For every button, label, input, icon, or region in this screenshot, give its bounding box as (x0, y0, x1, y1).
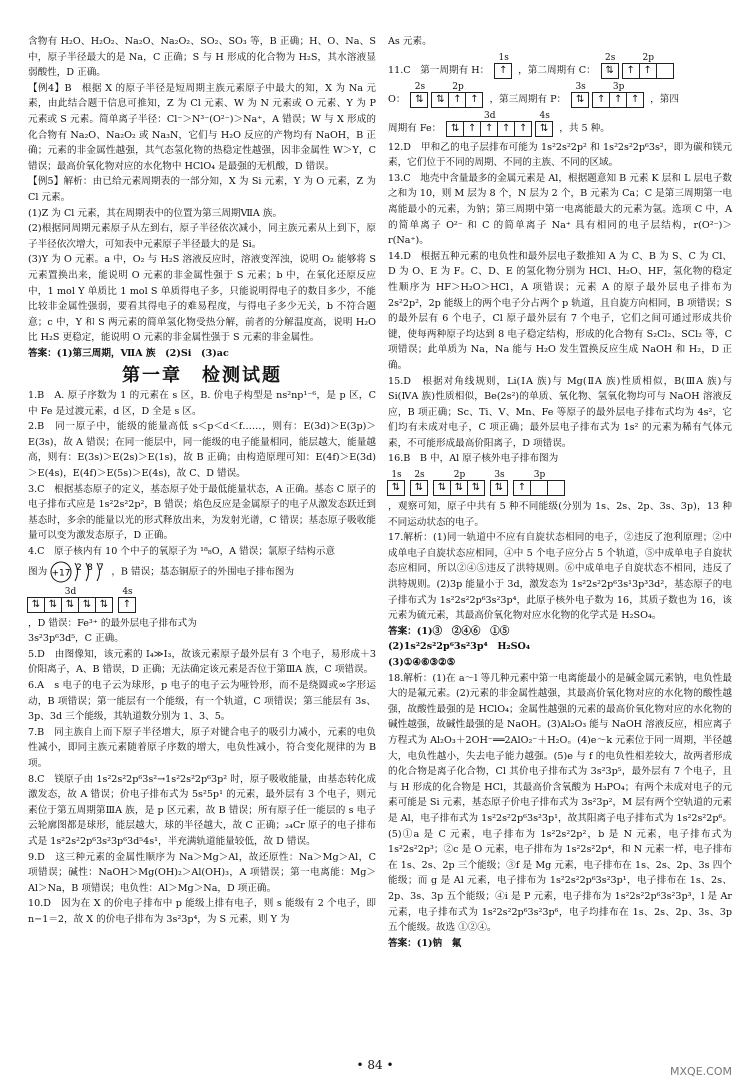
question-4-text-b: 图为 (28, 566, 48, 578)
orbital-label: 2p (642, 52, 654, 63)
example-5-part2: (2)根据同周期元素原子从左到右，原子半径依次减小，同主族元素从上到下，原子半径依次增大，可知表中元素原子半径最大的是 Si。 (28, 223, 376, 250)
orbital-diagram-h (495, 53, 512, 79)
question-6: 6.A s 电子的电子云为球形，p 电子的电子云为哑铃形，而不是绕圆或∞字形运动，B 项错误；第一能层有一个能级，有一个轨道，C 项错误；第三能层有 3s、3p、3d 三个能级，其轨道数分别为 1、3、5。 (28, 679, 376, 723)
shell-2-count: 8 (87, 562, 94, 573)
q11-text-e: ，第四 (650, 94, 679, 105)
example-5-intro: 【例5】解析：由已给元素周期表的一部分知，X 为 Si 元素，Y 为 O 元素，Z 为 Cl 元素。 (28, 176, 376, 203)
example-4: 【例4】B 根据 X 的原子半径是短周期主族元素原子中最大的知，X 为 Na 元素，由此结合题干信息可推知，Z 为 Cl 元素、W 为 N 元素或 O 元素、Y 为 P 元素或 S 元素。简单离子半径：Cl⁻＞N³⁻(O²⁻)＞Na⁺，A 错误；W 与 X 形成的化合物有 Na₂O、Na₂O₂ 或 Na₃N，它们与 H₂O 反应的产物均有 NaOH，B 正确；元素的非金属性越强，其气态氢化物的热稳定性越强，因非金属性 W＞Y，C 错误；最高价氧化物对应的水化物中 HClO₄ 是最强的无机酸，D 错误。 (28, 82, 376, 172)
shell-1-count: 2 (76, 562, 83, 573)
question-16-end: ，观察可知，原子中共有 5 种不同能级(分别为 1s、2s、2p、3s、3p)，13 种不同运动状态的电子。 (388, 501, 732, 528)
orbital-box: ↑ (592, 92, 610, 108)
question-10-end: As 元素。 (388, 36, 432, 47)
orbital-box: ⇅ (95, 597, 113, 613)
orbital-box: ⇅ (535, 121, 553, 137)
orbital-label: 4s (122, 586, 133, 597)
orbital-label: 1s (391, 470, 402, 481)
question-12: 12.D 甲和乙的电子层排布可能为 1s²2s²2p² 和 1s²2s²2p⁶3s²，即为碳和镁元素，它们位于不同的周期、不同的主族、不同的区域。 (388, 141, 732, 169)
question-18-answer: 答案：(1)钠 氟 (388, 937, 462, 949)
orbital-box: ⇅ (27, 597, 45, 613)
q11-text-b: ，第二周期有 C： (518, 65, 596, 76)
orbital-box: ⇅ (431, 92, 449, 108)
orbital-box: ↑ (494, 63, 512, 79)
orbital-box: ↑ (448, 92, 466, 108)
example-5-part3: (3)Y 为 O 元素。a 中，O₂ 与 H₂S 溶液反应时，溶液变浑浊，说明 O₂ 能够将 S 元素置换出来，能说明 O 元素的非金属性强于 S 元素；b 中，在氧化还原反应中，1 mol Y 单质比 1 mol S 单质得电子多，只能说明得电子的数目多少，不能比较非金属性强弱，要看其得电子的难易程度，与得电子多少无关，b 不符合题意；c 中，Y 和 S 两元素的简单氢化物受热分解，前者的分解温度高，说明 H₂O 比 H₂S 更稳定，能说明 O 元素的非金属性强于 S 元素的非金属性。 (28, 254, 376, 344)
orbital-diagram-cu (28, 587, 376, 613)
orbital-sublevel-3p (514, 470, 565, 496)
orbital-diagram-al (388, 470, 732, 496)
orbital-sublevel-3s (572, 82, 589, 108)
orbital-sublevel-2s (602, 53, 619, 79)
question-9: 9.D 这三种元素的金属性顺序为 Na＞Mg＞Al，故还原性：Na＞Mg＞Al，C 项错误；碱性：NaOH＞Mg(OH)₂＞Al(OH)₃，A 项错误；第一电离能：Mg＞Al＞Na，B 项错误；电负性：Al＞Mg＞Na，D 项正确。 (28, 851, 376, 894)
orbital-box: ⇅ (78, 597, 96, 613)
question-17-answer-3: (3)①④⑥③②⑤ (388, 657, 456, 668)
question-10: 10.D 因为在 X 的价电子排布中 p 能级上排有电子，则 s 能级有 2 个电子，即 n−1＝2，故 X 的价电子排布为 3s²3p⁴，为 S 元素，则 Y 为 (28, 898, 376, 925)
orbital-box: ⇅ (61, 597, 79, 613)
orbital-label: 3p (533, 470, 546, 481)
orbital-box: ↑ (118, 597, 136, 613)
orbital-box: ⇅ (571, 92, 589, 108)
orbital-label: 3d (483, 110, 496, 121)
q11-text-a: 11.C 第一周期有 H： (388, 65, 490, 76)
orbital-sublevel-1s (388, 470, 405, 496)
orbital-box: ⇅ (467, 480, 485, 496)
watermark-logo: MXQE.COM (670, 1065, 732, 1078)
example-5-answer: 答案：(1)第三周期，ⅦA 族 (2)Si (3)ac (28, 347, 229, 359)
question-4-text-d: ，D 错误：Fe³⁺ 的最外层电子排布式为 (28, 617, 197, 629)
orbital-sublevel-1s (495, 53, 512, 79)
orbital-label: 4s (539, 110, 550, 121)
orbital-diagram-fe (447, 111, 553, 137)
question-1: 1.B A. 原子序数为 1 的元素在 s 区，B. 价电子构型是 ns²np¹⁻⁶，是 p 区，C 中 Fe 是过渡元素，d 区，D 全是 s 区。 (28, 390, 376, 417)
q11-text-c: O： (388, 94, 406, 105)
orbital-box: ↑ (480, 121, 498, 137)
q11-text-g: ，共 5 种。 (559, 123, 610, 134)
question-8: 8.C 镁原子由 1s²2s²2p⁶3s²→1s²2s²2p⁶3p² 时，原子吸收能量，由基态转化成激发态，故 A 错误；价电子排布式为 5s²5p¹ 的元素，最外层有 3 个电子，则元素位于第五周期第ⅢA 族，是 p 区元素，故 B 错误；所有原子任一能层的 s 电子云轮廓图都是球形，能层越大，球的半径越大，故 C 正确；₂₄Cr 原子的电子排布式是 1s²2s²2p⁶3s²3p⁶3d⁵4s¹，半充满轨道能量较低，故 D 错误。 (28, 773, 376, 847)
shell-3-count: 7 (98, 562, 105, 573)
orbital-label: 2p (453, 470, 466, 481)
question-14: 14.D 根据五种元素的电负性和最外层电子数推知 A 为 C、B 为 S、C 为 Cl、D 为 O、E 为 F。C、D、E 的氢化物分别为 HCl、H₂O、HF，氢化物的稳定性顺序为 HF＞H₂O＞HCl，A 项错误；元素 A 的原子最外层电子排布为 2s²2p²，2p 能级上的两个电子分占两个 p 轨道，且自旋方向相同，B 项错误；S 的最外层有 6 个电子，Cl 原子最外层有 7 个电子，它们之间可通过形成共价键，使每两种原子均达到 8 电子稳定结构，形成的化合物有 S₂Cl₂、SCl₂ 等，C 项错误；此单质为 Na，Na 能与 H₂O 发生置换反应生成 NaOH 和 H₂，D 正确。 (388, 250, 732, 371)
orbital-diagram-o (411, 82, 483, 108)
orbital-label: 3s (575, 81, 586, 92)
orbital-label: 2p (452, 81, 464, 92)
question-17-answer-1: 答案：(1)③ ②④⑥ ①⑤ (388, 625, 510, 637)
orbital-sublevel-3d (447, 111, 532, 137)
orbital-box: ↑ (497, 121, 515, 137)
orbital-box (547, 480, 565, 496)
orbital-label: 3s (494, 470, 505, 481)
answer-text: 含物有 H₂O、H₂O₂、Na₂O、Na₂O₂、SO₂、SO₃ 等，B 正确；H、O、Na、S 中，原子半径最大的是 Na，C 正确；S 与 H 形成的化合物为 H₂S，其水溶液显弱酸性，D 正确。 (28, 36, 376, 79)
orbital-sublevel-2p (434, 470, 485, 496)
orbital-box: ↑ (626, 92, 644, 108)
orbital-sublevel-2s (411, 82, 428, 108)
nucleus-charge: +17 (51, 568, 71, 579)
orbital-box: ⇅ (44, 597, 62, 613)
question-18: 18.解析：(1)在 a～l 等几种元素中第一电离能最小的是碱金属元素钠，电负性最大的是氟元素。(2)元素的非金属性越强，其最高价氧化物对应的水化物的酸性越强，故酸性最强的是 HClO₄；金属性越强的元素的最高价氧化物对应的水化物的碱性越强，故碱性最强的是 NaOH。(3)Al₂O₃ 能与 NaOH 溶液反应，相应离子方程式为 Al₂O₃＋2OH⁻══2AlO₂⁻＋H₂O。(4)e～k 元素位于同一周期，半径越大，电负性越小，失去电子能力越强。(5)e 与 f 的电负性相差较大，故两者形成的化合物是离子化合物，Cl 其价电子排布式为 3s²3p⁵，最外层有 7 个电子，且与 H 形成的化合物是 HCl，其最高价含氧酸为 H₃PO₄；有两个未成对电子的元素可能是 Si 元素，基态原子价电子排布式为 3s²3p²，M 层有两个空轨道的元素是 Al，电子排布式为 1s²2s²2p⁶3s²3p¹，故其阳离子电子排布式为 1s²2s²2p⁶。(5)①a 是 C 元素，电子排布为 1s²2s²2p²，b 是 N 元素，电子排布式为 1s²2s²2p³；②c 是 O 元素，电子排布为 1s²2s²2p⁴，和 N 元素一样，电子排布在 1s、2s、2p 三个能级；③f 是 Mg 元素，电子排布在 1s、2s、2p、3s 四个能级；而 g 是 Al 元素，电子排布为 1s²2s²2p⁶3s²3p¹，电子排布在 1s、2s、2p、3s、3p 五个能级；④i 是 P 元素，电子排布为 1s²2s²2p⁶3s²3p³，l 是 Ar 元素，电子排布式为 1s²2s²2p⁶3s²3p⁶，电子均排布在 1s、2s、2p、3s、3p 五个能级。故选 ①②④。 (388, 672, 732, 934)
orbital-box: ↑ (622, 63, 640, 79)
orbital-sublevel-4s (536, 111, 553, 137)
orbital-box (656, 63, 674, 79)
orbital-box: ⇅ (410, 480, 428, 496)
section-heading: 第一章 检测试题 (122, 365, 282, 387)
question-4-text-e: 3s²3p⁶3d⁵，C 正确。 (28, 633, 124, 645)
orbital-label: 1s (498, 52, 509, 63)
question-4 (28, 544, 376, 584)
orbital-label: 3d (64, 586, 77, 597)
orbital-box: ⇅ (490, 480, 508, 496)
orbital-diagram-p (572, 82, 644, 108)
orbital-box: ⇅ (601, 63, 619, 79)
question-13: 13.C 地壳中含量最多的金属元素是 Al，根据题意知 B 元素 K 层和 L 层电子数之和为 10，则 M 层为 8 个，N 层为 2 个，B 元素为 Ca；C 是第三周期第一电离能最小的元素，为钠；第三周期中第一电离能最大的元素为氩。选项 C 中，A 的简单离子 O²⁻ 和 C 的简单离子 Na⁺ 具有相同的电子层结构，r(O²⁻)＞r(Na⁺)。 (388, 172, 732, 247)
orbital-box: ⇅ (433, 480, 451, 496)
q11-text-f: 周期有 Fe： (388, 123, 442, 134)
question-17-answer-2: (2)1s²2s²2p⁶3s²3p⁴ H₂SO₄ (388, 641, 531, 653)
question-7: 7.B 同主族自上而下原子半径增大，原子对键合电子的吸引力减小，元素的电负性减小，即同主族元素随着原子序数的增大，电负性减小，符合变化规律的为 B 项。 (28, 726, 376, 769)
orbital-label: 2s (605, 52, 616, 63)
orbital-box (530, 480, 548, 496)
orbital-box: ⇅ (446, 121, 464, 137)
chlorine-atom-diagram (50, 560, 108, 584)
orbital-box: ⇅ (450, 480, 468, 496)
orbital-box: ⇅ (410, 92, 428, 108)
orbital-box: ↑ (465, 92, 483, 108)
page-number: • 84 • (356, 1058, 394, 1072)
question-5: 5.D 由图像知，该元素的 I₄≫I₃，故该元素原子最外层有 3 个电子，易形成＋3 价阳离子，A、B 错误，D 正确；无法确定该元素是否位于第ⅢA 族，C 项错误。 (28, 648, 376, 676)
orbital-sublevel-2p (432, 82, 483, 108)
orbital-sublevel-2p (623, 53, 674, 79)
orbital-box: ↑ (639, 63, 657, 79)
right-column (388, 34, 732, 951)
example-5-part1: (1)Z 为 Cl 元素，其在周期表中的位置为第三周期ⅦA 族。 (28, 207, 283, 219)
orbital-diagram-c (602, 53, 674, 79)
question-2: 2.B 同一原子中，能级的能量高低 s＜p＜d＜f……，则有：E(3d)＞E(3p)＞E(3s)，故 A 错误；在同一能层中，同一能级的电子能量相同，能层越大，能量越高，则有：E(3s)＞E(2s)＞E(1s)，故 B 正确；由构造原理可知：E(4f)＞E(3d)＞E(4s)，E(4f)＞E(5s)＞E(4s)，故 C、D 错误。 (28, 421, 376, 480)
orbital-box: ↑ (609, 92, 627, 108)
question-4-end (28, 616, 376, 647)
orbital-label: 2s (414, 470, 425, 481)
question-11 (388, 53, 732, 137)
question-16-text: 16.B B 中，Al 原子核外电子排布图为 (388, 453, 559, 465)
orbital-sublevel-3s (491, 470, 508, 496)
orbital-sublevel-2s (411, 470, 428, 496)
question-15: 15.D 根据对角线规则，Li(ⅠA 族)与 Mg(ⅡA 族)性质相似，B(ⅢA 族)与 Si(ⅣA 族)性质相似，Be(2s²)的单质、氧化物、氢氧化物均可与 NaOH 溶液反应，B 项正确；Sc、Ti、V、Mn、Fe 等原子的最外层电子排布式均为 4s²，它们均有未成对电子，C 项正确；最外层电子排布式为 1s² 的元素为稀有气体元素，不可能形成最高价阳离子，D 项错误。 (388, 375, 732, 449)
question-4-text-c: ，B 错误；基态铜原子的外围电子排布图为 (111, 566, 295, 578)
orbital-sublevel-3d (28, 587, 113, 613)
orbital-label: 3p (612, 81, 625, 92)
q11-text-d: ，第三周期有 P： (489, 94, 567, 105)
question-4-text-a: 4.C 原子核内有 10 个中子的氧原子为 ¹⁸₈O，A 错误；氯原子结构示意 (28, 546, 336, 557)
question-3: 3.C 根据基态原子的定义，基态原子处于最低能量状态，A 正确。基态 C 原子的电子排布式应是 1s²2s²2p²，B 错误；焰色反应是金属原子的电子从激发态跃迁到基态时，多余的能量以光的形式释放出来，为发射光谱，C 错误；基态原子吸收能量可以变为激发态原子，D 正确。 (28, 483, 376, 542)
question-17: 17.解析：(1)同一轨道中不应有自旋状态相同的电子，②违反了泡利原理；②中成单电子自旋状态应相同，④中 5 个电子应分占 5 个轨道，⑤中成单电子自旋状态应相同，所以②④⑤违反了洪特规则。⑥中成单电子自旋状态不相同，违反了洪特规则。(2)3p 能量小于 3d，激发态为 1s²2s²2p⁶3s¹3p³3d²，基态原子的电子排布式为 1s²2s²2p⁶3s²3p⁴，此原子核外电子数为 16，其质子数也为 16，该元素为硫元素，其最高价氧化物对应水化物的化学式是 H₂SO₄。 (388, 532, 732, 622)
orbital-box: ↑ (514, 121, 532, 137)
orbital-sublevel-4s (119, 587, 136, 613)
left-column (28, 34, 376, 927)
orbital-sublevel-3p (593, 82, 644, 108)
orbital-label: 2s (414, 81, 426, 92)
orbital-box: ⇅ (387, 480, 405, 496)
orbital-box: ↑ (513, 480, 531, 496)
orbital-box: ↑ (463, 121, 481, 137)
